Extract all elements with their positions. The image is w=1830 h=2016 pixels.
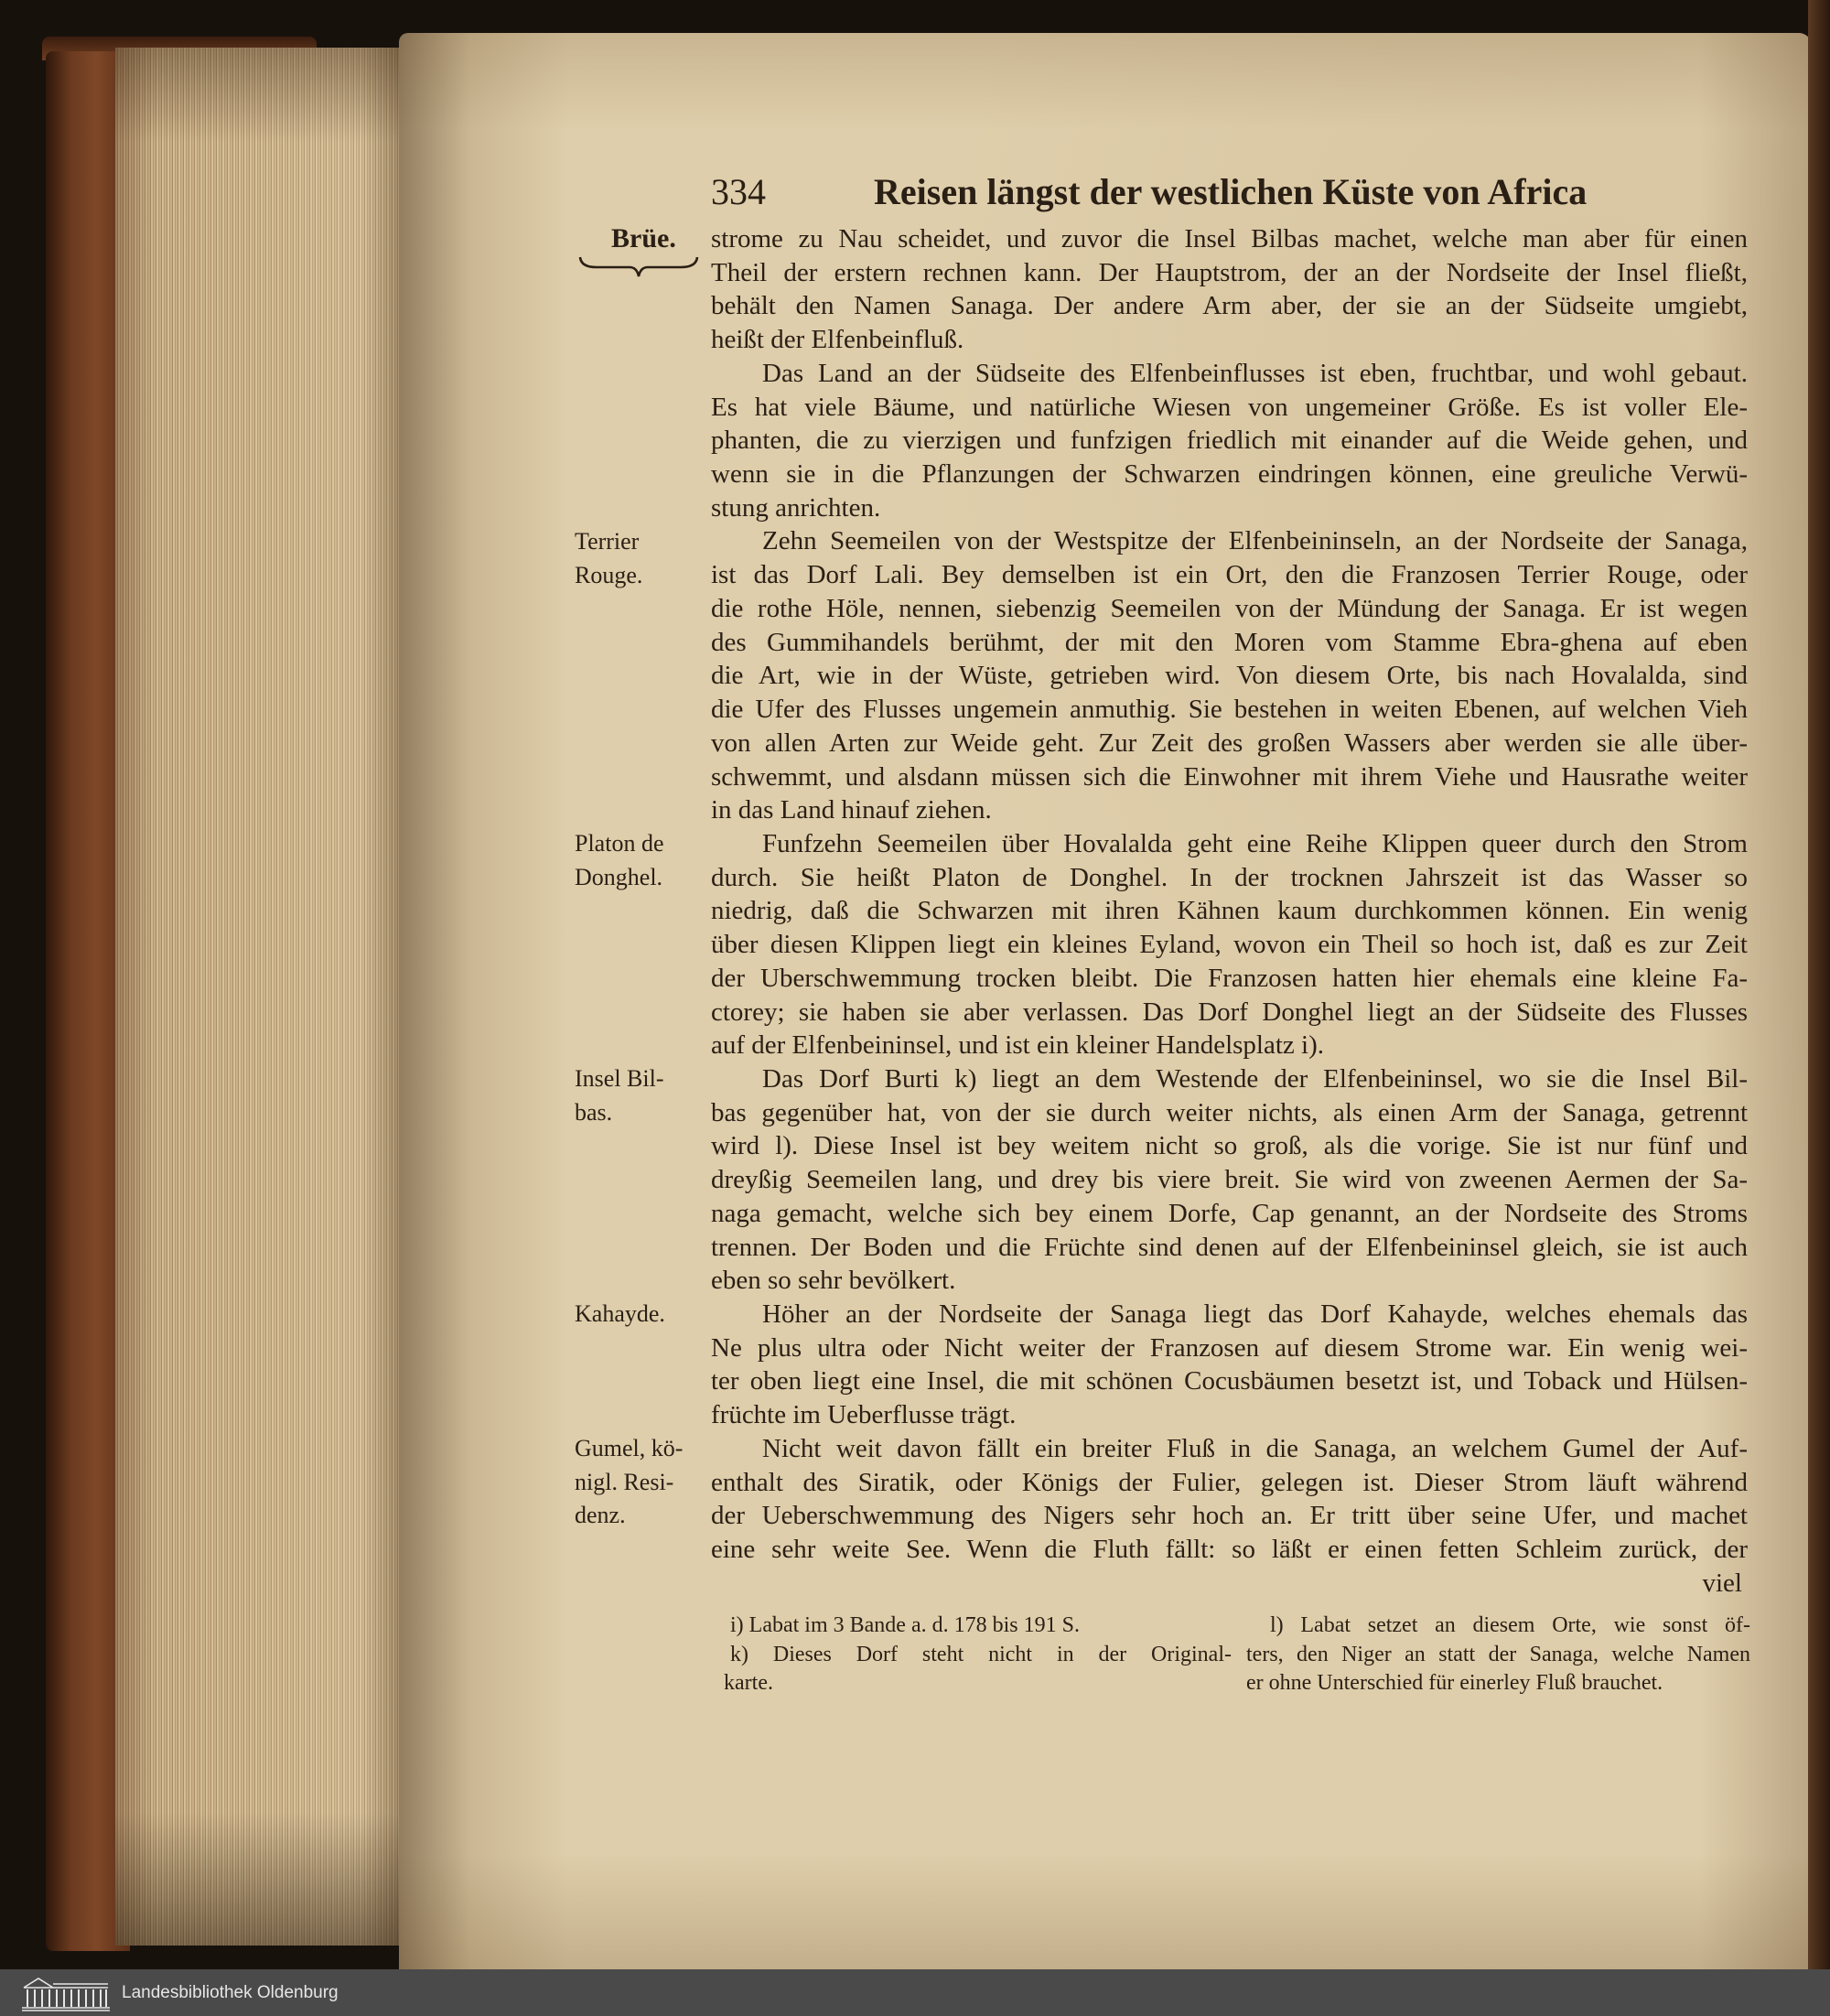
text-line: bas gegenüber hat, von der sie durch weiter nichts, als einen Arm der Sanaga, getrennt (711, 1097, 1748, 1127)
text-line: strome zu Nau scheidet, und zuvor die Insel Bilbas machet, welche man aber für einen (711, 224, 1748, 253)
library-name: Landesbibliothek Oldenburg (122, 1983, 339, 2002)
paragraph (711, 524, 1748, 826)
text-line: durch. Sie heißt Platon de Donghel. In der trocknen Jahrszeit ist das Wasser so (711, 862, 1748, 892)
catchword: viel (1702, 1568, 1742, 1598)
paragraph (711, 222, 1748, 357)
text-line: der Ueberschwemmung des Nigers sehr hoch an. Er tritt über seine Ufer, und machet (711, 1501, 1748, 1531)
binding-edge-right (1808, 0, 1830, 1969)
footnotes-left (724, 1612, 1232, 1698)
paragraph (711, 357, 1748, 525)
text-line: enthalt des Siratik, oder Königs der Fulier, gelegen ist. Dieser Strom läuft während (711, 1467, 1748, 1497)
text-line: naga gemacht, welche sich bey einem Dorfe, Cap genannt, an der Nordseite des Stroms (711, 1198, 1748, 1228)
text-line: früchte im Ueberflusse trägt. (711, 1400, 1017, 1430)
text-line: ter oben liegt eine Insel, die mit schönen Cocusbäumen besetzt ist, und Toback und Hülsen- (711, 1366, 1748, 1396)
margin-note-line: Insel Bil- (575, 1065, 664, 1092)
running-title: Reisen längst der westlichen Küste von Africa (874, 171, 1588, 212)
text-line: Das Land an der Südseite des Elfenbeinflusses ist eben, fruchtbar, und wohl gebaut. (762, 358, 1748, 388)
footer-bar (0, 1969, 1830, 2016)
footnote-line: k) Dieses Dorf steht nicht in der Original- (730, 1642, 1232, 1666)
text-line: über diesen Klippen liegt ein kleines Eyland, wovon ein Theil so hoch ist, daß es zur Zeit (711, 930, 1748, 960)
text-line: behält den Namen Sanaga. Der andere Arm aber, der sie an der Südseite umgiebt, (711, 291, 1748, 321)
paragraph (711, 1062, 1748, 1298)
footnote-line: l) Labat setzet an diesem Orte, wie sonst öf- (1270, 1613, 1750, 1637)
margin-note-line: Terrier (575, 528, 640, 555)
text-line: eben so sehr bevölkert. (711, 1266, 956, 1296)
footnotes-right (1246, 1612, 1750, 1698)
text-line: von allen Arten zur Weide geht. Zur Zeit des großen Wassers aber werden sie alle über- (711, 728, 1748, 758)
text-line: Nicht weit davon fällt ein breiter Fluß in die Sanaga, an welchem Gumel der Auf- (762, 1433, 1748, 1463)
text-line: trennen. Der Boden und die Früchte sind denen auf der Elfenbeininsel gleich, sie ist auch (711, 1232, 1748, 1262)
margin-note-kahayde (575, 1298, 665, 1331)
paragraph (711, 1298, 1748, 1432)
footnote-line: i) Labat im 3 Bande a. d. 178 bis 191 S. (730, 1613, 1080, 1637)
text-line: Höher an der Nordseite der Sanaga liegt das Dorf Kahayde, welches ehemals das (762, 1299, 1748, 1329)
margin-note-terrier-rouge (575, 525, 642, 592)
page-edges-stack (115, 48, 404, 1946)
text-line: Das Dorf Burti k) liegt an dem Westende der Elfenbeininsel, wo sie die Insel Bil- (762, 1063, 1748, 1094)
margin-note-line: nigl. Resi- (575, 1468, 674, 1495)
body-text (711, 222, 1748, 1600)
library-building-icon (20, 1975, 112, 2011)
text-line: wird l). Diese Insel ist bey weitem nicht so groß, als die vorige. Sie ist nur fünf und (711, 1131, 1748, 1161)
text-line: des Gummihandels berühmt, der mit den Moren vom Stamme Ebra-ghena auf eben (711, 627, 1748, 657)
text-line: Theil der erstern rechnen kann. Der Hauptstrom, der an der Nordseite der Insel fließt, (711, 257, 1748, 287)
brace-mark (578, 254, 699, 278)
margin-note-bruee (611, 222, 676, 256)
text-line: Es hat viele Bäume, und natürliche Wiesen von ungemeiner Größe. Es ist voller Ele- (711, 392, 1748, 422)
text-line: niedrig, daß die Schwarzen mit ihren Kähnen kaum durchkommen können. Ein wenig (711, 896, 1748, 926)
page-number: 334 (711, 171, 766, 212)
text-line: Zehn Seemeilen von der Westspitze der Elfenbeininseln, an der Nordseite der Sanaga, (762, 526, 1748, 556)
text-line: heißt der Elfenbeinfluß. (711, 325, 964, 355)
text-line: schwemmt, und alsdann müssen sich die Einwohner mit ihrem Viehe und Hausrathe weiter (711, 761, 1748, 792)
text-line: in das Land hinauf ziehen. (711, 795, 992, 825)
margin-note-insel-bilbas (575, 1062, 664, 1129)
margin-note-line: Platon de (575, 830, 664, 857)
footnote-line: er ohne Unterschied für einerley Fluß brauchet. (1246, 1671, 1663, 1696)
text-line: ist das Dorf Lali. Bey demselben ist ein Ort, den die Franzosen Terrier Rouge, oder (711, 560, 1748, 590)
text-line: die rothe Höle, nennen, siebenzig Seemeilen von der Mündung der Sanaga. Er ist wegen (711, 593, 1748, 623)
margin-note-line: denz. (575, 1502, 626, 1529)
text-line: auf der Elfenbeininsel, und ist ein kleiner Handelsplatz i). (711, 1030, 1325, 1061)
text-line: stung anrichten. (711, 492, 881, 523)
text-line: wenn sie in die Pflanzungen der Schwarzen eindringen können, eine greuliche Verwü- (711, 459, 1748, 490)
text-line: Ne plus ultra oder Nicht weiter der Franzosen auf diesem Strome war. Ein wenig wei- (711, 1332, 1748, 1363)
paragraph (711, 827, 1748, 1062)
text-line: die Ufer des Flusses ungemein anmuthig. Sie bestehen in weiten Ebenen, auf welchen Vieh (711, 695, 1748, 725)
footnote-line: karte. (724, 1671, 773, 1696)
margin-note-line: Donghel. (575, 863, 663, 890)
margin-note-platon-de-donghel (575, 827, 664, 894)
margin-note-line: Kahayde. (575, 1300, 665, 1327)
text-line: eine sehr weite See. Wenn die Fluth fällt: so läßt er einen fetten Schleim zurück, der (711, 1535, 1748, 1565)
margin-note-line: Brüe. (611, 223, 676, 253)
margin-note-line: Rouge. (575, 561, 643, 588)
footnote-line: ters, den Niger an statt der Sanaga, welche Namen (1246, 1642, 1750, 1666)
margin-note-line: Gumel, kö- (575, 1435, 684, 1461)
text-line: Funfzehn Seemeilen über Hovalalda geht eine Reihe Klippen queer durch den Strom (762, 828, 1748, 858)
text-line: ctorey; sie haben sie aber verlassen. Das Dorf Donghel liegt an der Südseite des Flusses (711, 997, 1748, 1027)
text-line: der Uberschwemmung trocken bleibt. Die Franzosen hatten hier ehemals eine kleine Fa- (711, 963, 1748, 993)
text-line: die Art, wie in der Wüste, getrieben wird. Von diesem Orte, bis nach Hovalalda, sind (711, 661, 1748, 691)
paragraph (711, 1432, 1748, 1567)
text-line: dreyßig Seemeilen lang, und drey bis viere breit. Sie wird von zweenen Aermen der Sa- (711, 1165, 1748, 1195)
text-line: phanten, die zu vierzigen und funfzigen friedlich mit einander auf die Weide gehen, und (711, 426, 1748, 456)
margin-note-line: bas. (575, 1098, 613, 1126)
margin-note-gumel (575, 1432, 683, 1533)
